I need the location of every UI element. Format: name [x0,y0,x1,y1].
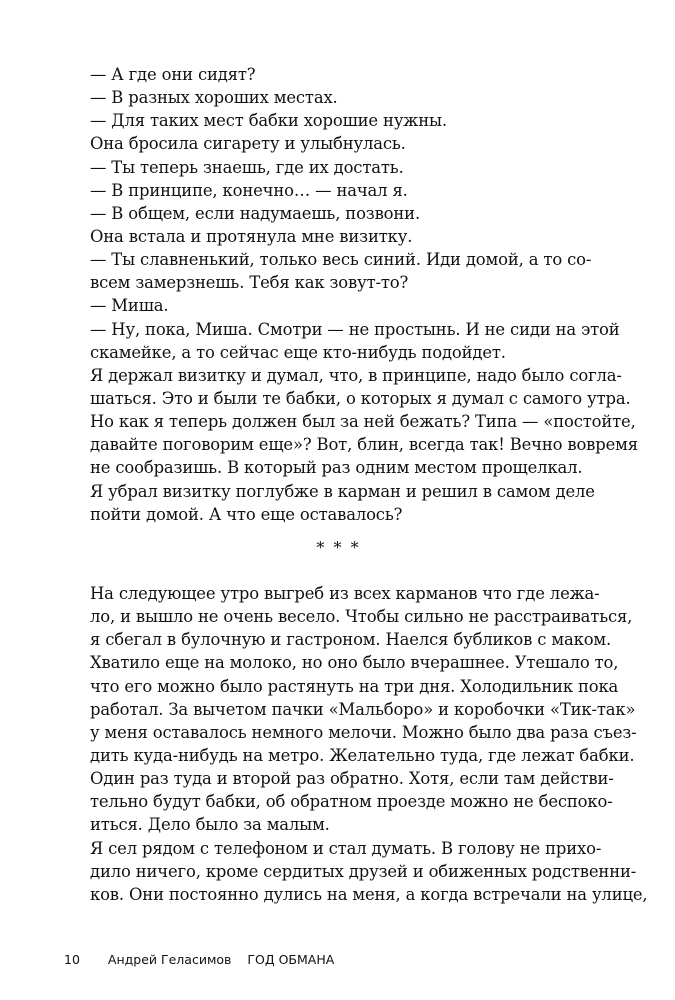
text-line: шаться. Это и были те бабки, о которых я думал с самого утра. [90,388,631,408]
text-line: не сообразишь. В который раз одним местом прощелкал. [90,458,583,478]
text-line: Она встала и протянула мне визитку. [90,226,413,246]
text-line: дило ничего, кроме сердитых друзей и обиженных родственни- [90,861,637,881]
text-line: работал. За вычетом пачки «Мальборо» и коробочки «Тик-так» [90,699,636,719]
text-line: — Для таких мест бабки хорошие нужны. [90,111,447,131]
paragraph [90,86,587,109]
paragraph [90,109,587,132]
page-number: 10 [64,952,80,967]
text-line: — В разных хороших местах. [90,88,338,108]
paragraph [90,364,638,480]
text-line: Один раз туда и второй раз обратно. Хотя, если там действи- [90,769,614,789]
text-line: давайте поговорим еще»? Вот, блин, всегда так! Вечно вовремя [90,435,638,455]
text-line: дить куда-нибудь на метро. Желательно туда, где лежат бабки. [90,745,635,765]
text-line: Хватило еще на молоко, но оно было вчерашнее. Утешало то, [90,653,619,673]
paragraph [90,582,637,837]
text-line: скамейке, а то сейчас еще кто-нибудь подойдет. [90,342,506,362]
paragraph [90,248,592,294]
paragraph [90,837,648,906]
author-name: Андрей Геласимов [107,952,232,967]
text-line: — Ну, пока, Миша. Смотри — не простынь. И не сиди на этой [90,319,620,339]
text-line: — А где они сидят? [90,65,256,84]
text-line: всем замерзнешь. Тебя как зовут-то? [90,273,409,293]
text-line: иться. Дело было за малым. [90,815,330,835]
paragraph [90,294,587,317]
text-line: — Миша. [90,296,169,316]
text-block-top [90,63,638,526]
paragraph [90,480,595,526]
text-line: Она бросила сигарету и улыбнулась. [90,134,406,154]
paragraph [90,225,587,248]
text-line: — Ты славненький, только весь синий. Иди домой, а то со- [90,250,592,270]
section-separator: * * * [316,538,361,557]
text-line: Я убрал визитку поглубже в карман и решил в самом деле [90,481,595,501]
text-line: — В общем, если надумаешь, позвони. [90,203,420,223]
paragraph [90,132,587,155]
paragraph [90,202,587,225]
paragraph [90,63,587,86]
text-line: ков. Они постоянно дулись на меня, а когда встречали на улице, [90,884,648,904]
text-line: Но как я теперь должен был за ней бежать? Типа — «постойте, [90,412,636,432]
text-block-bottom [90,582,648,906]
text-line: что его можно было растянуть на три дня. Холодильник пока [90,676,619,696]
text-line: Я сел рядом с телефоном и стал думать. В голову не прихо- [90,838,602,858]
paragraph [90,179,587,202]
page-footer [64,952,334,967]
text-line: — Ты теперь знаешь, где их достать. [90,157,404,177]
text-line: пойти домой. А что еще оставалось? [90,504,403,524]
text-line: ло, и вышло не очень весело. Чтобы сильно не расстраиваться, [90,607,633,627]
text-line: Я держал визитку и думал, что, в принципе, надо было согла- [90,365,622,385]
text-line: у меня оставалось немного мелочи. Можно было два раза съез- [90,722,637,742]
book-title: ГОД ОБМАНА [247,952,335,967]
text-line: тельно будут бабки, об обратном проезде можно не беспоко- [90,792,613,812]
text-line: — В принципе, конечно… — начал я. [90,180,408,200]
paragraph [90,318,620,364]
text-line: я сбегал в булочную и гастроном. Наелся бубликов с маком. [90,630,612,650]
paragraph [90,156,587,179]
text-line: На следующее утро выгреб из всех карманов что где лежа- [90,584,600,603]
